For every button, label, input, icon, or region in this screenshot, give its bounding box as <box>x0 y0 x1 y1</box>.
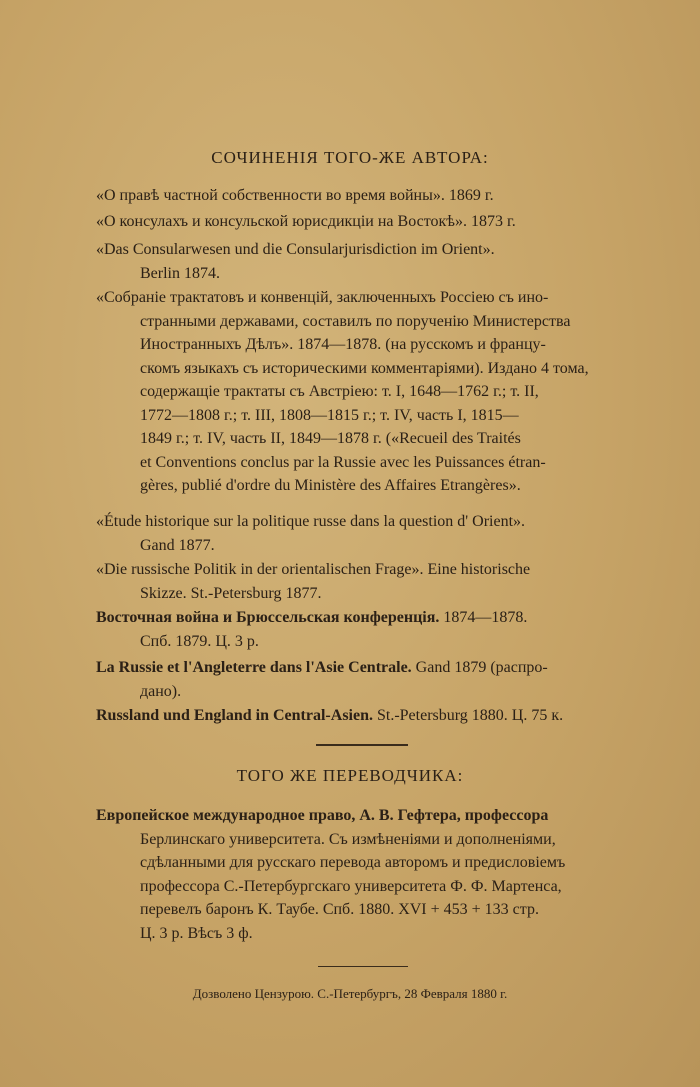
section-divider <box>316 744 408 746</box>
bibliography-entry <box>96 606 636 653</box>
entry-line: «Die russische Politik in der orientalischen Frage». Eine historische <box>96 561 531 578</box>
entry-line: et Conventions conclus par la Russie avec les Puissances étran- <box>140 453 546 471</box>
entry-line: профессора С.-Петербургскаго университета Ф. Ф. Мартенса, <box>140 877 562 895</box>
entry-line: странными державами, составилъ по порученію Министерства <box>140 312 571 330</box>
entry-line: 1772—1808 г.; т. III, 1808—1815 г.; т. IV, часть I, 1815— <box>140 406 519 424</box>
entry-line: содержащіе трактаты съ Австріею: т. I, 1648—1762 г.; т. II, <box>140 383 539 400</box>
translator-entry <box>96 804 636 945</box>
heading-translator-works: ТОГО ЖЕ ПЕРЕВОДЧИКА: <box>236 766 464 785</box>
bibliography-entry <box>96 704 636 728</box>
bibliography-entry <box>96 238 636 285</box>
entry-line: «О консулахъ и консульской юрисдикціи на Востокѣ». 1873 г. <box>96 213 516 230</box>
entry-line: Европейское международное право, А. В. Гефтера, профессора <box>96 807 549 824</box>
entry-line: перевелъ баронъ К. Таубе. Спб. 1880. XVI + 453 + 133 стр. <box>140 901 539 918</box>
bibliography-entry <box>96 184 636 208</box>
entry-title: La Russie et l'Angleterre dans l'Asie Centrale. <box>96 659 412 676</box>
heading-author-works: СОЧИНЕНІЯ ТОГО-ЖЕ АВТОРА: <box>211 148 489 167</box>
entry-line: «Собраніе трактатовъ и конвенцій, заключенныхъ Россіею съ ино- <box>96 289 549 306</box>
entry-detail: St.-Petersburg 1880. Ц. 75 к. <box>372 707 564 724</box>
entry-line: дано). <box>140 682 182 700</box>
bibliography-entry <box>96 210 636 234</box>
entry-detail: 1874—1878. <box>439 609 528 626</box>
bibliography-entry <box>96 656 636 703</box>
entry-line: Skizze. St.-Petersburg 1877. <box>140 584 322 602</box>
entry-title: Восточная война и Брюссельская конференція. <box>96 609 440 626</box>
entry-line: «Das Consularwesen und die Consularjurisdiction im Orient». <box>96 241 495 258</box>
entry-line: скомъ языкахъ съ историческими комментаріями). Издано 4 тома, <box>140 359 589 377</box>
entry-line: Berlin 1874. <box>140 264 220 282</box>
entry-line: 1849 г.; т. IV, часть II, 1849—1878 г. («Recueil des Traités <box>140 430 521 447</box>
censorship-note: Дозволено Цензурою. С.-Петербургъ, 28 Февраля 1880 г. <box>192 986 508 1001</box>
entry-line: gères, publié d'ordre du Ministère des Affaires Etrangères». <box>140 477 521 494</box>
bibliography-entry <box>96 558 636 605</box>
entry-detail: Gand 1879 (распро- <box>411 659 548 676</box>
entry-line: «Étude historique sur la politique russe dans la question d' Orient». <box>96 513 526 530</box>
entry-line: Ц. 3 р. Вѣсъ 3 ф. <box>140 924 253 942</box>
entry-title: Russland und England in Central-Asien. <box>96 707 373 724</box>
entry-line <box>96 704 636 728</box>
entry-line <box>96 606 636 630</box>
entry-line <box>96 656 636 680</box>
entry-line: Берлинскаго университета. Съ измѣненіями и дополненіями, <box>140 830 556 848</box>
bibliography-entry <box>96 510 636 557</box>
entry-line: Иностранныхъ Дѣлъ». 1874—1878. (на русскомъ и францу- <box>140 336 546 353</box>
entry-line: сдѣланными для русскаго перевода авторомъ и предисловіемъ <box>140 854 566 871</box>
footer-divider <box>318 966 408 967</box>
entry-line: «О правѣ частной собственности во время войны». 1869 г. <box>96 187 494 204</box>
entry-line: Спб. 1879. Ц. 3 р. <box>140 632 259 650</box>
bibliography-entry <box>96 286 636 498</box>
entry-line: Gand 1877. <box>140 536 215 554</box>
